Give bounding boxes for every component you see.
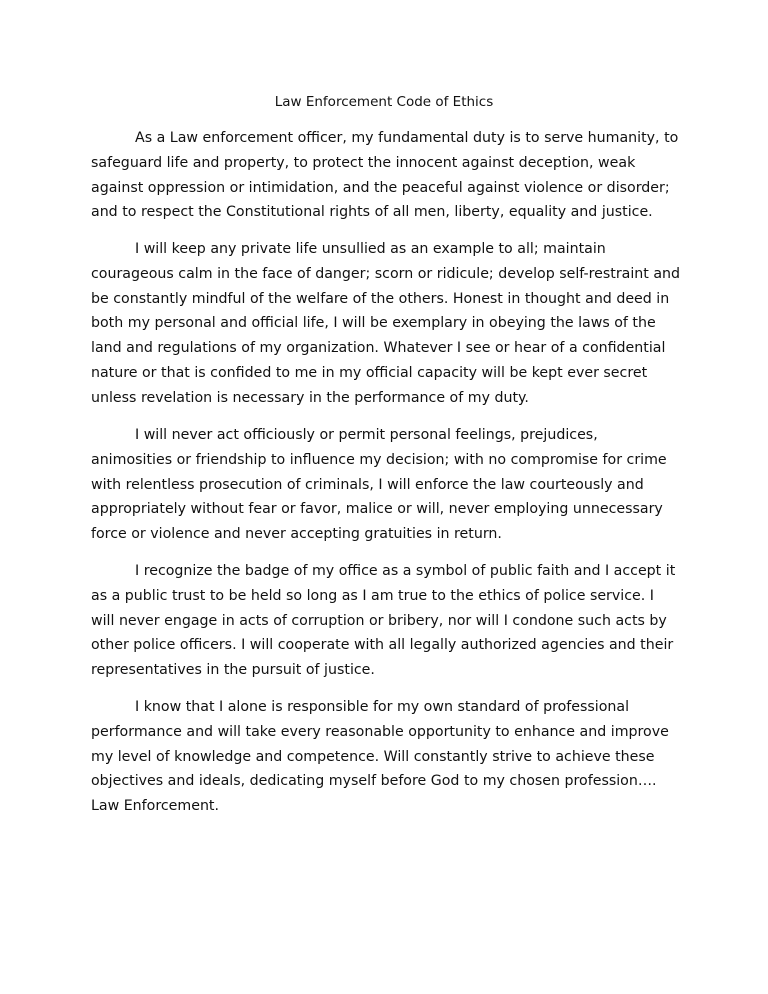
paragraph-3: I will never act officiously or permit personal feelings, prejudices, animosities or friendship to influence my decision; with no compromise for crime with relentless prosecution of criminals, I will enforce the law courteously and appropriately without fear or favor, malice or will, never employing unnecessary force or violence and never accepting gratuities in return. [91,427,667,543]
paragraph-2: I will keep any private life unsullied as an example to all; maintain courageous calm in the face of danger; scorn or ridicule; develop self-restraint and be constantly mindful of the welfare of the others. Honest in thought and deed in both my personal and official life, I will be exemplary in obeying the laws of the land and regulations of my organization. Whatever I see or hear of a confidential nature or that is confided to me in my official capacity will be kept ever secret unless revelation is necessary in the performance of my duty. [91,241,681,406]
paragraph-5: I know that I alone is responsible for my own standard of professional performance and will take every reasonable opportunity to enhance and improve my level of knowledge and competence. Will constantly strive to achieve these objectives and ideals, dedicating myself before God to my chosen profession…. Law Enforcement. [91,699,669,815]
paragraph-4: I recognize the badge of my office as a symbol of public faith and I accept it as a public trust to be held so long as I am true to the ethics of police service. I will never engage in acts of corruption or bribery, nor will I condone such acts by other police officers. I will cooperate with all legally authorized agencies and their representatives in the pursuit of justice. [91,563,676,679]
paragraph-1: As a Law enforcement officer, my fundamental duty is to serve humanity, to safeguard life and property, to protect the innocent against deception, weak against oppression or intimidation, and the peaceful against violence or disorder; and to respect the Constitutional rights of all men, liberty, equality and justice. [91,130,679,221]
document-title: Law Enforcement Code of Ethics [274,94,494,110]
